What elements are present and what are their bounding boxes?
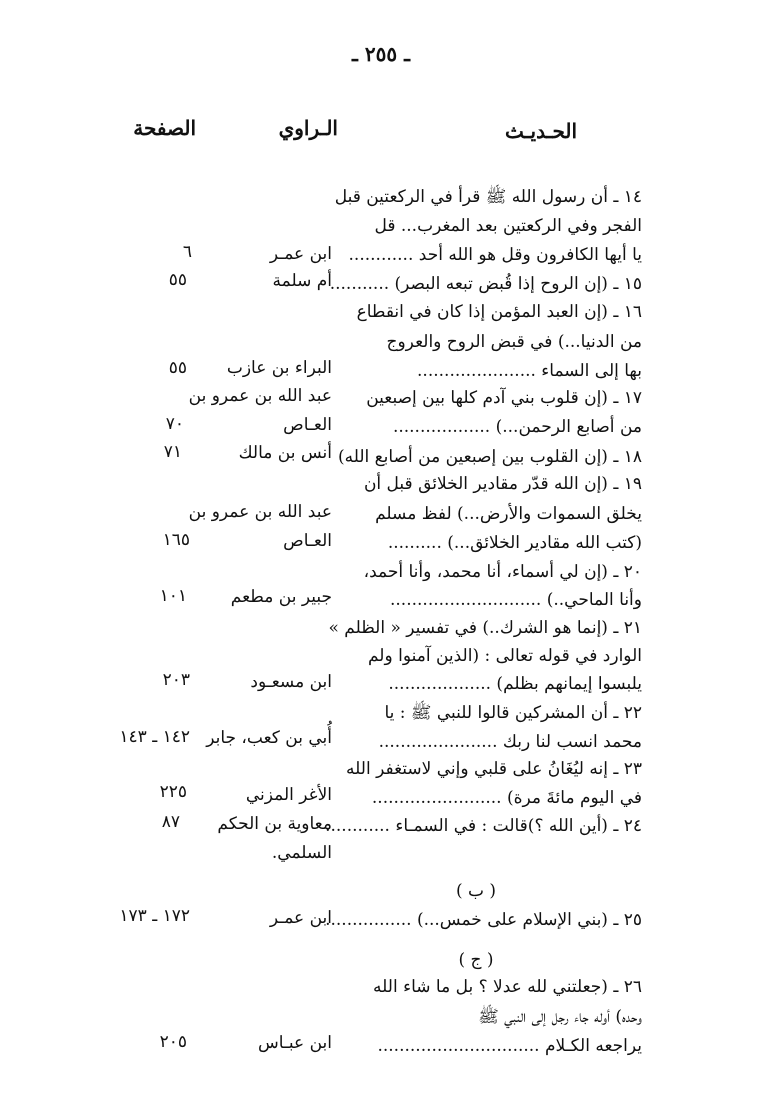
header-hadith: الحـديـث xyxy=(505,119,577,143)
hadith-line: يلبسوا إيمانهم بظلم) ................... xyxy=(388,674,642,694)
page-ref: ٢٠٣ xyxy=(162,670,190,690)
page-number: ـ ٢٥٥ ـ xyxy=(352,42,410,66)
narrator: معاوية بن الحكم xyxy=(217,814,332,834)
hadith-line: ٢٣ ـ إنه ليُغَانُ على قلبي وإني لاستغفر الله xyxy=(346,759,642,779)
page-ref: ٥٥ xyxy=(168,358,187,378)
hadith-line: وأنا الماحي..) ............................ xyxy=(390,590,642,610)
narrator: ابن عمـر xyxy=(269,908,332,928)
narrator: ابن مسعـود xyxy=(250,672,332,692)
hadith-line: ٢٦ ـ (جعلتني لله عدلا ؟ بل ما شاء الله xyxy=(373,977,642,997)
hadith-line: يراجعه الكـلام .............................. xyxy=(377,1036,642,1056)
page-ref: ٢٢٥ xyxy=(159,782,187,802)
hadith-line: ٢١ ـ (إنما هو الشرك..) في تفسير « الظلم » xyxy=(328,618,642,638)
hadith-line: (كتب الله مقادير الخلائق...) .......... xyxy=(387,533,642,553)
hadith-line: محمد انسب لنا ربك ...................... xyxy=(378,732,642,752)
narrator: العـاص xyxy=(283,415,332,435)
hadith-line: ١٥ ـ (إن الروح إذا قُبض تبعه البصر) ........... xyxy=(329,274,642,294)
hadith-line: ١٩ ـ (إن الله قدّر مقادير الخلائق قبل أن xyxy=(363,474,642,494)
page-ref: ١٦٥ xyxy=(162,530,190,550)
hadith-line: ١٧ ـ (إن قلوب بني آدم كلها بين إصبعين xyxy=(366,388,642,408)
narrator: ابن عبـاس xyxy=(258,1033,332,1053)
hadith-line: ١٨ ـ (إن القلوب بين إصبعين من أصابع الله) xyxy=(337,447,642,467)
narrator: أُبي بن كعب، جابر xyxy=(206,728,332,748)
hadith-line: ١٦ ـ (إن العبد المؤمن إذا كان في انقطاع xyxy=(356,302,642,322)
page-ref: ٧١ xyxy=(163,442,182,462)
hadith-line: ٢٤ ـ (أين الله ؟)قالت : في السمـاء ............ xyxy=(325,816,642,836)
page-ref: ١٧٢ ـ ١٧٣ xyxy=(119,906,190,926)
hadith-line: من الدنيا...) في قبض الروح والعروج xyxy=(386,332,642,352)
section-heading-b: ( ب ) xyxy=(455,881,497,901)
narrator: أم سلمة xyxy=(272,271,332,291)
narrator: العـاص xyxy=(283,531,332,551)
narrator: أنس بن مالك xyxy=(238,443,332,463)
header-page: الصفحة xyxy=(133,116,196,140)
page-ref: ١٠١ xyxy=(159,586,187,606)
page-ref: ٢٠٥ xyxy=(159,1032,187,1052)
page-ref: ٥٥ xyxy=(168,270,187,290)
narrator: عبد الله بن عمرو بن xyxy=(188,502,332,522)
hadith-line: بها إلى السماء ...................... xyxy=(417,361,642,381)
narrator: ابن عمـر xyxy=(269,244,332,264)
hadith-line: وحده) أوله جاء رجل إلى النبي ﷺ xyxy=(478,1007,642,1027)
narrator: جبير بن مطعم xyxy=(230,587,332,607)
narrator: البراء بن عازب xyxy=(226,358,332,378)
narrator: عبد الله بن عمرو بن xyxy=(188,386,332,406)
hadith-line: من أصابع الرحمن...) .................. xyxy=(392,417,642,437)
hadith-line: ٢٢ ـ أن المشركين قالوا للنبي ﷺ : يا xyxy=(384,703,642,723)
hadith-line: ٢٠ ـ (إن لي أسماء، أنا محمد، وأنا أحمد، xyxy=(363,562,642,582)
page-ref: ٧٠ xyxy=(165,414,184,434)
hadith-line: الفجر وفي الركعتين بعد المغرب... قل xyxy=(374,216,642,236)
page-ref: ٨٧ xyxy=(161,812,180,832)
hadith-line: يا أيها الكافرون وقل هو الله أحد ............ xyxy=(348,245,642,265)
header-narrator: الـراوي xyxy=(278,116,338,140)
section-heading-j: ( ج ) xyxy=(458,950,494,970)
hadith-line: يخلق السموات والأرض...) لفظ مسلم xyxy=(375,504,642,524)
hadith-line: ٢٥ ـ (بني الإسلام على خمس...) ................ xyxy=(325,910,642,930)
narrator: السلمي. xyxy=(271,843,332,863)
hadith-line: الوارد في قوله تعالى : (الذين آمنوا ولم xyxy=(367,646,642,666)
hadith-line: ١٤ ـ أن رسول الله ﷺ قرأ في الركعتين قبل xyxy=(334,187,642,207)
page-ref: ١٤٢ ـ ١٤٣ xyxy=(119,727,190,747)
narrator: الأغر المزني xyxy=(245,785,332,805)
page-ref: ٦ xyxy=(182,242,192,262)
hadith-line: في اليوم مائةَ مرة) ........................ xyxy=(371,788,642,808)
